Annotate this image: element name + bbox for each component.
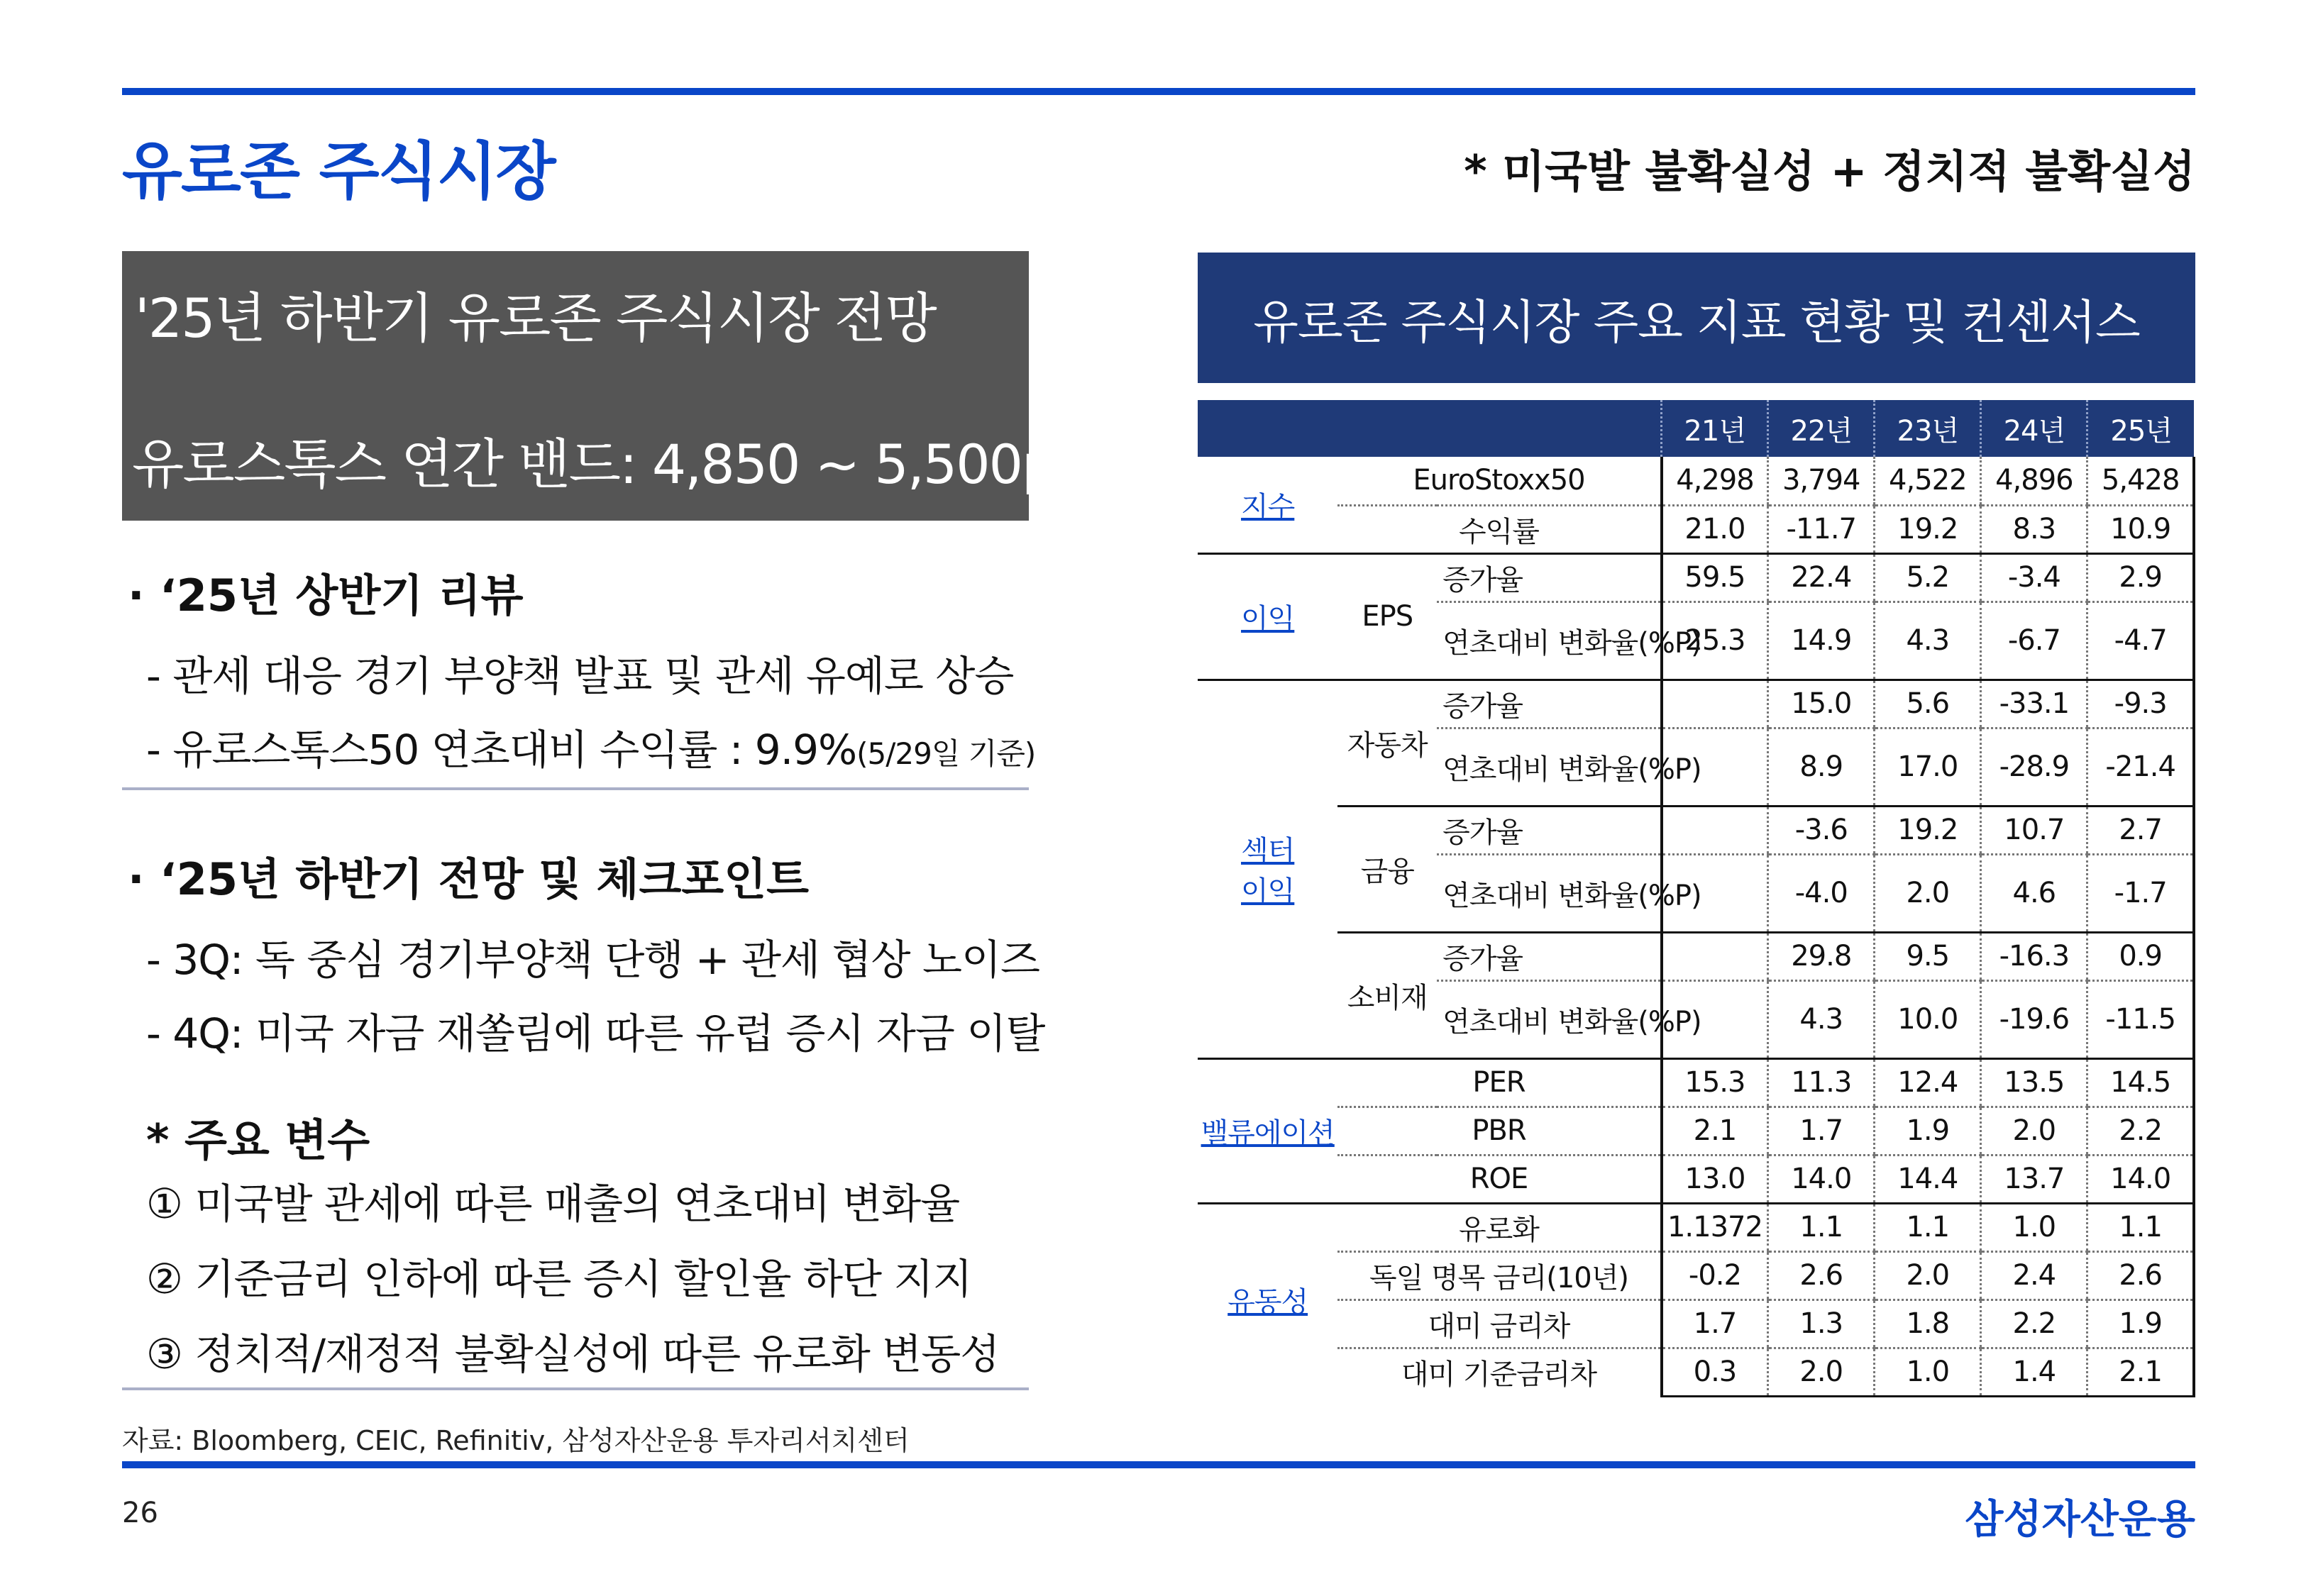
table-header-row	[1198, 400, 2194, 457]
cell: 1.1	[1875, 1203, 1981, 1251]
cell: 21.0	[1662, 505, 1768, 553]
cell: 2.0	[1875, 854, 1981, 932]
cell	[1662, 680, 1768, 728]
cell: 2.6	[1768, 1251, 1875, 1299]
section-divider	[122, 787, 1029, 790]
cell: 2.1	[1662, 1107, 1768, 1155]
cell: -9.3	[2087, 680, 2194, 728]
cell: 14.0	[2087, 1155, 2194, 1203]
table-row	[1198, 1251, 2194, 1299]
table-row	[1198, 1299, 2194, 1348]
cell: 11.3	[1768, 1058, 1875, 1107]
cell: 3,794	[1768, 457, 1875, 505]
cell: 4.3	[1768, 980, 1875, 1058]
cell: 1.1	[1768, 1203, 1875, 1251]
row-label: 유로화	[1337, 1203, 1661, 1251]
row-label: EuroStoxx50	[1337, 457, 1661, 505]
outlook-item-1: - 3Q: 독 중심 경기부양책 단행 + 관세 협상 노이즈	[146, 936, 1040, 984]
row-label: 증가율	[1437, 553, 1662, 602]
cell: 17.0	[1875, 728, 1981, 806]
cell: -1.7	[2087, 854, 2194, 932]
cell: 29.8	[1768, 932, 1875, 980]
cell: 25.3	[1662, 602, 1768, 680]
cell: 2.0	[1768, 1348, 1875, 1396]
cell: 2.7	[2087, 806, 2194, 854]
cell: 1.0	[1875, 1348, 1981, 1396]
cell: 13.0	[1662, 1155, 1768, 1203]
cell: 1.7	[1768, 1107, 1875, 1155]
cell: 10.0	[1875, 980, 1981, 1058]
cell: 1.4	[1981, 1348, 2087, 1396]
group-sector: 섹터 이익	[1198, 680, 1337, 1058]
cell	[1662, 806, 1768, 854]
table-row	[1198, 553, 2194, 602]
table-row	[1198, 1348, 2194, 1396]
cell: 1.3	[1768, 1299, 1875, 1348]
cell: 14.5	[2087, 1058, 2194, 1107]
row-label: 독일 명목 금리(10년)	[1337, 1251, 1661, 1299]
row-label: 증가율	[1437, 806, 1662, 854]
bottom-divider	[122, 1461, 2195, 1468]
cell: 2.2	[1981, 1299, 2087, 1348]
cell: 13.5	[1981, 1058, 2087, 1107]
variables-heading: * 주요 변수	[146, 1114, 370, 1166]
cell: 19.2	[1875, 806, 1981, 854]
table-row	[1198, 1107, 2194, 1155]
cell: 10.7	[1981, 806, 2087, 854]
row-label: PBR	[1337, 1107, 1661, 1155]
page-number: 26	[122, 1497, 158, 1529]
top-divider	[122, 88, 2195, 95]
row-label: 연초대비 변화율(%P)	[1437, 602, 1662, 680]
cell: 1.1372	[1662, 1203, 1768, 1251]
cell: 0.9	[2087, 932, 2194, 980]
cell: 19.2	[1875, 505, 1981, 553]
outlook-item-2: - 4Q: 미국 자금 재쏠림에 따른 유럽 증시 자금 이탈	[146, 1009, 1045, 1058]
cell: 1.7	[1662, 1299, 1768, 1348]
cell: 14.4	[1875, 1155, 1981, 1203]
cell: 4,298	[1662, 457, 1768, 505]
cell: -11.5	[2087, 980, 2194, 1058]
sub-label-eps: EPS	[1337, 553, 1437, 680]
section-divider	[122, 1387, 1029, 1390]
cell: 15.3	[1662, 1058, 1768, 1107]
sub-label-consumer: 소비재	[1337, 932, 1437, 1058]
cell: 4.3	[1875, 602, 1981, 680]
cell: 5.6	[1875, 680, 1981, 728]
row-label: 증가율	[1437, 680, 1662, 728]
year-header: 25년	[2087, 400, 2194, 457]
group-index: 지수	[1198, 457, 1337, 553]
cell: 2.0	[1875, 1251, 1981, 1299]
review-heading: · ‘25년 상반기 리뷰	[128, 570, 524, 621]
group-liquidity: 유동성	[1228, 1286, 1308, 1319]
cell: 4,896	[1981, 457, 2087, 505]
row-label: 수익률	[1337, 505, 1661, 553]
cell: 14.9	[1768, 602, 1875, 680]
review-item-2-text: - 유로스톡스50 연초대비 수익률 : 9.9%	[146, 726, 857, 774]
year-header: 24년	[1981, 400, 2087, 457]
cell: -33.1	[1981, 680, 2087, 728]
cell: -4.7	[2087, 602, 2194, 680]
cell	[1662, 932, 1768, 980]
outlook-box	[122, 251, 1075, 521]
cell: 59.5	[1662, 553, 1768, 602]
sub-label-auto: 자동차	[1337, 680, 1437, 806]
year-header: 23년	[1875, 400, 1981, 457]
cell: 4.6	[1981, 854, 2087, 932]
cell: 2.1	[2087, 1348, 2194, 1396]
outlook-heading: · ‘25년 하반기 전망 및 체크포인트	[128, 853, 810, 905]
table-row	[1198, 806, 2194, 854]
cell: 22.4	[1768, 553, 1875, 602]
table-row	[1198, 505, 2194, 553]
cell: -19.6	[1981, 980, 2087, 1058]
cell: -28.9	[1981, 728, 2087, 806]
cell: 5,428	[2087, 457, 2194, 505]
cell: 2.4	[1981, 1251, 2087, 1299]
table-row	[1198, 1058, 2194, 1107]
table-row	[1198, 1203, 2194, 1251]
table-row	[1198, 1155, 2194, 1203]
headline: * 미국발 불확실성 + 정치적 불확실성	[1464, 145, 2195, 197]
sub-label-finance: 금융	[1337, 806, 1437, 932]
row-label: 연초대비 변화율(%P)	[1437, 728, 1662, 806]
table-row	[1198, 457, 2194, 505]
cell: -21.4	[2087, 728, 2194, 806]
cell: 8.9	[1768, 728, 1875, 806]
table-title: 유로존 주식시장 주요 지표 현황 및 컨센서스	[1198, 253, 2195, 383]
cell: -3.6	[1768, 806, 1875, 854]
row-label: 증가율	[1437, 932, 1662, 980]
indicator-table	[1198, 400, 2195, 1397]
row-label: 대미 금리차	[1337, 1299, 1661, 1348]
outlook-box-band: 유로스톡스 연간 밴드: 4,850 ~ 5,500pt	[132, 433, 1075, 496]
cell: 12.4	[1875, 1058, 1981, 1107]
cell: 14.0	[1768, 1155, 1875, 1203]
cell: 5.2	[1875, 553, 1981, 602]
cell: 9.5	[1875, 932, 1981, 980]
cell: 2.0	[1981, 1107, 2087, 1155]
group-valuation: 밸류에이션	[1198, 1058, 1337, 1203]
cell: -3.4	[1981, 553, 2087, 602]
cell: 0.3	[1662, 1348, 1768, 1396]
variable-3: ③ 정치적/재정적 불확실성에 따른 유로화 변동성	[146, 1330, 1000, 1378]
cell: 1.1	[2087, 1203, 2194, 1251]
page-title: 유로존 주식시장	[122, 135, 555, 208]
row-label: 대미 기준금리차	[1401, 1358, 1597, 1392]
cell: 2.2	[2087, 1107, 2194, 1155]
cell: 15.0	[1768, 680, 1875, 728]
table-header-blank	[1198, 400, 1662, 457]
row-label: 연초대비 변화율(%P)	[1437, 854, 1662, 932]
cell: -4.0	[1768, 854, 1875, 932]
cell: 13.7	[1981, 1155, 2087, 1203]
row-label: ROE	[1337, 1155, 1661, 1203]
cell: 2.6	[2087, 1251, 2194, 1299]
group-earnings: 이익	[1198, 553, 1337, 680]
cell: -0.2	[1662, 1251, 1768, 1299]
cell: -6.7	[1981, 602, 2087, 680]
variable-2: ② 기준금리 인하에 따른 증시 할인율 하단 지지	[146, 1255, 972, 1303]
source-note: 자료: Bloomberg, CEIC, Refinitiv, 삼성자산운용 투자리서치센터	[122, 1425, 910, 1456]
cell: -16.3	[1981, 932, 2087, 980]
review-item-2-note: (5/29일 기준)	[856, 736, 1036, 771]
variable-1: ① 미국발 관세에 따른 매출의 연초대비 변화율	[146, 1180, 960, 1228]
row-label: 연초대비 변화율(%P)	[1437, 980, 1662, 1058]
row-label: PER	[1337, 1058, 1661, 1107]
cell: -11.7	[1768, 505, 1875, 553]
cell: 1.8	[1875, 1299, 1981, 1348]
cell: 10.9	[2087, 505, 2194, 553]
cell: 8.3	[1981, 505, 2087, 553]
cell: 1.9	[2087, 1299, 2194, 1348]
year-header: 22년	[1768, 400, 1875, 457]
table-row	[1198, 680, 2194, 728]
company-logo: 삼성자산운용	[1965, 1497, 2195, 1543]
cell: 1.9	[1875, 1107, 1981, 1155]
table-row	[1198, 932, 2194, 980]
cell: 2.9	[2087, 553, 2194, 602]
cell: 4,522	[1875, 457, 1981, 505]
review-item-1: - 관세 대응 경기 부양책 발표 및 관세 유예로 상승	[146, 652, 1014, 700]
review-item-2	[146, 716, 1035, 776]
year-header: 21년	[1662, 400, 1768, 457]
cell: 1.0	[1981, 1203, 2087, 1251]
outlook-box-title: '25년 하반기 유로존 주식시장 전망	[135, 287, 936, 350]
